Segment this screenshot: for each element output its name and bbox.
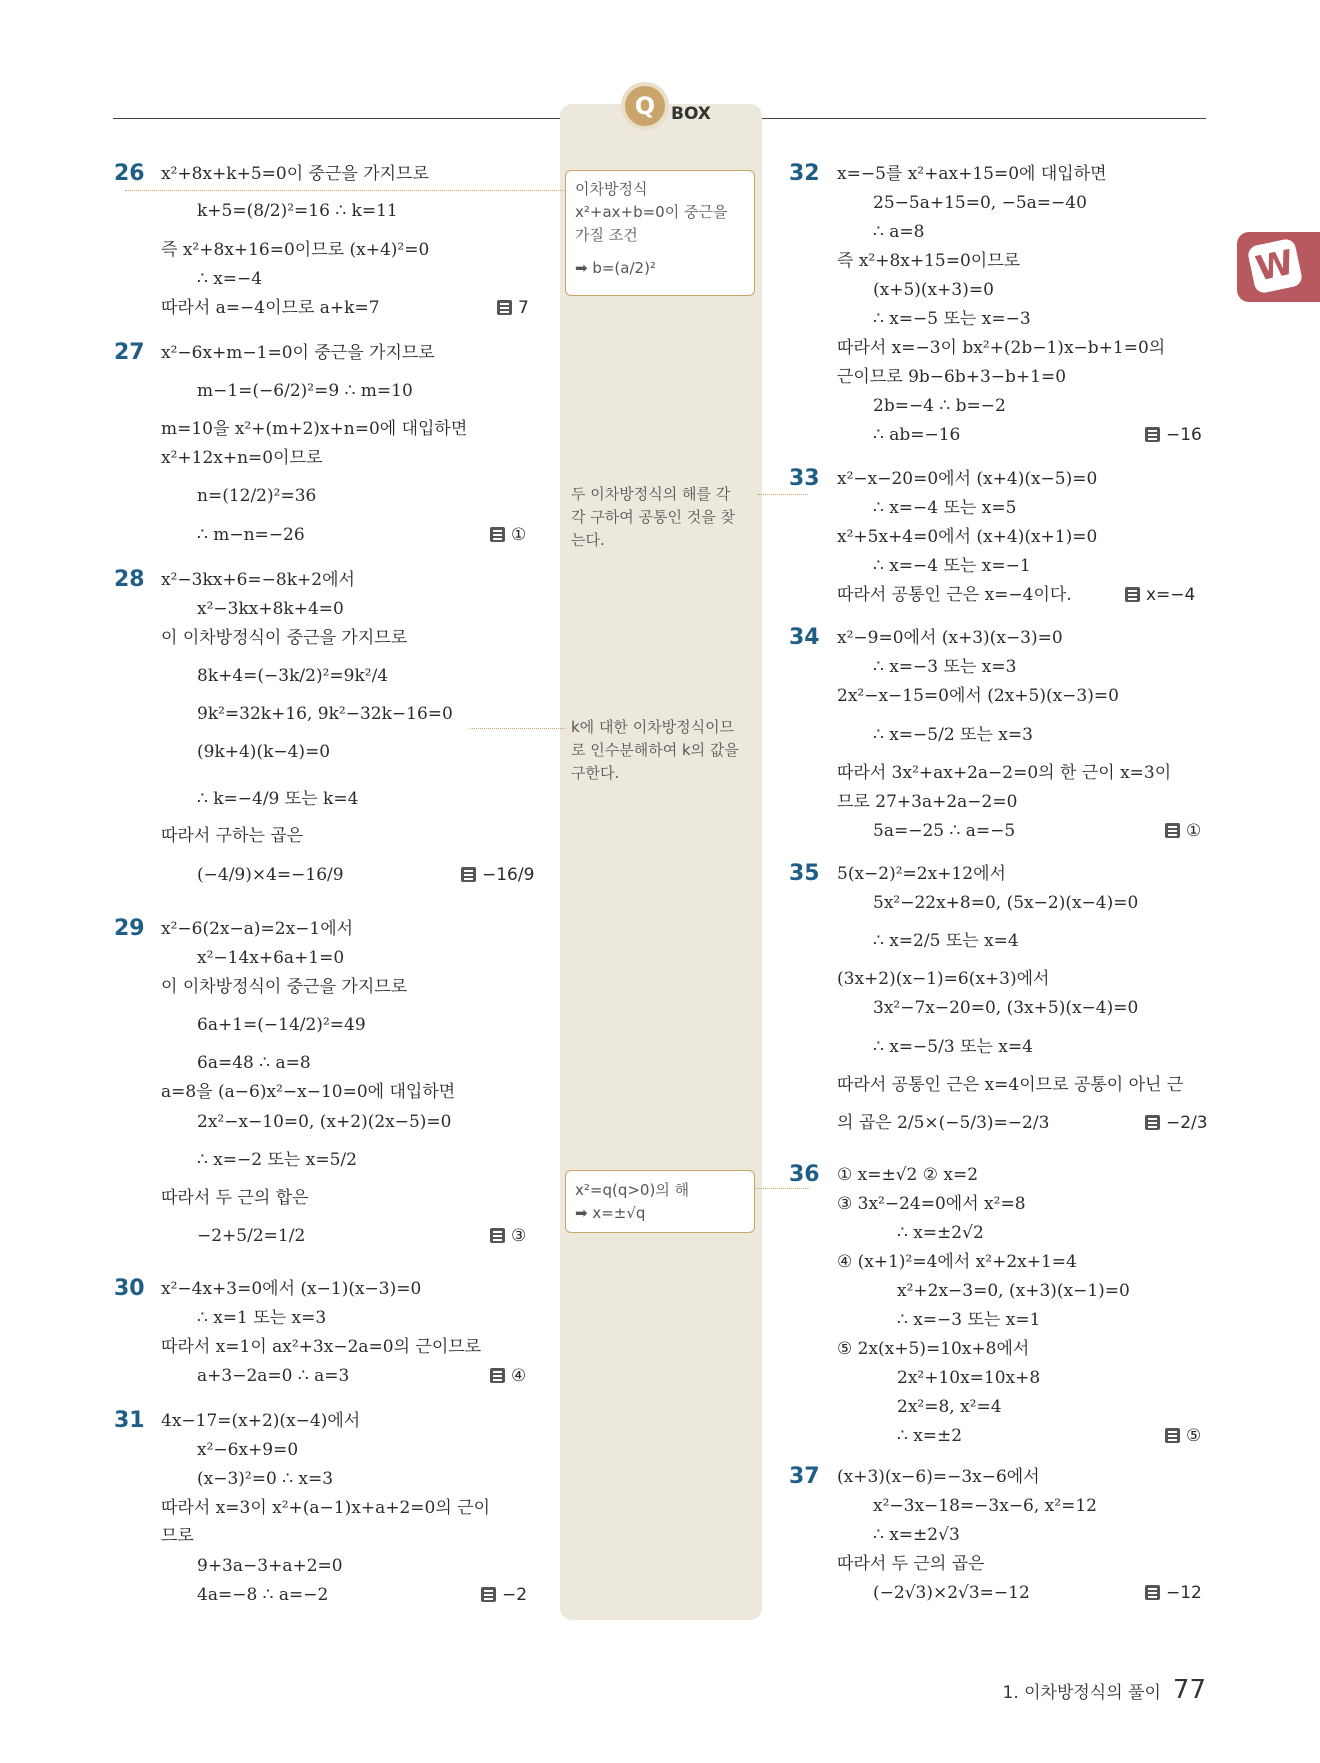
tip-text: 이차방정식 — [575, 180, 648, 198]
solution-line: ∴ x=2/5 또는 x=4 — [873, 931, 1019, 951]
problem-number: 36 — [789, 1162, 820, 1187]
qbox-column — [560, 104, 762, 1620]
solution-line: (−4/9)×4=−16/9 — [197, 865, 344, 885]
solution-line: 3x²−7x−20=0, (3x+5)(x−4)=0 — [873, 998, 1139, 1018]
solution-line: ∴ x=−3 또는 x=1 — [897, 1310, 1041, 1330]
solution-line: (9k+4)(k−4)=0 — [197, 742, 331, 762]
solution-line: 따라서 공통인 근은 x=−4이다. — [837, 585, 1072, 605]
solution-line: ∴ a=8 — [873, 222, 925, 242]
solution-line: x²−6x+9=0 — [197, 1440, 299, 1460]
solution-line: 따라서 a=−4이므로 a+k=7 — [161, 298, 380, 318]
problem-number: 33 — [789, 466, 820, 491]
tip-text: 각 구하여 공통인 것을 찾 — [571, 508, 735, 526]
chapter-title: 1. 이차방정식의 풀이 — [1002, 1683, 1161, 1703]
solution-line: x²−3x−18=−3x−6, x²=12 — [873, 1496, 1097, 1516]
solution-line: ∴ x=−4 — [197, 269, 263, 289]
solution-line: 5a=−25 ∴ a=−5 — [873, 821, 1016, 841]
solution-line: k+5=(8/2)²=16 ∴ k=11 — [197, 201, 398, 221]
answer-icon — [1165, 823, 1180, 838]
solution-line: ∴ m−n=−26 — [197, 525, 305, 545]
solution-line: x²+5x+4=0에서 (x+4)(x+1)=0 — [837, 527, 1098, 547]
qbox-label: BOX — [671, 104, 711, 124]
answer-icon — [461, 867, 476, 882]
solution-line: ③ 3x²−24=0에서 x²=8 — [837, 1194, 1026, 1214]
solution-line: x²−3kx+6=−8k+2에서 — [161, 570, 355, 590]
solution-line: 따라서 두 근의 곱은 — [837, 1554, 985, 1574]
tip-text: ➡ b=(a/2)² — [575, 259, 656, 277]
solution-line: 8k+4=(−3k/2)²=9k²/4 — [197, 666, 389, 686]
answer: 7 — [497, 298, 529, 318]
problem-number: 27 — [114, 340, 145, 365]
leader-line — [470, 728, 565, 729]
solution-line: 즉 x²+8x+15=0이므로 — [837, 251, 1021, 271]
tip-text: 로 인수분해하여 k의 값을 — [571, 741, 739, 759]
solution-line: ∴ x=−2 또는 x=5/2 — [197, 1150, 357, 1170]
answer-icon — [497, 300, 512, 315]
solution-line: ∴ k=−4/9 또는 k=4 — [197, 789, 359, 809]
solution-line: x²−x−20=0에서 (x+4)(x−5)=0 — [837, 469, 1098, 489]
solution-line: 6a+1=(−14/2)²=49 — [197, 1015, 366, 1035]
solution-line: ∴ x=±2√3 — [873, 1525, 960, 1545]
solution-line: 5x²−22x+8=0, (5x−2)(x−4)=0 — [873, 893, 1139, 913]
answer: −2/3 — [1145, 1113, 1208, 1133]
solution-line: 따라서 x=−3이 bx²+(2b−1)x−b+1=0의 — [837, 338, 1166, 358]
solution-line: x²−4x+3=0에서 (x−1)(x−3)=0 — [161, 1279, 422, 1299]
tip-text: x²+ax+b=0이 중근을 — [575, 203, 728, 221]
solution-line: m=10을 x²+(m+2)x+n=0에 대입하면 — [161, 419, 468, 439]
solution-line: 따라서 구하는 곱은 — [161, 826, 304, 846]
answer: ① — [490, 525, 526, 545]
solution-line: 따라서 두 근의 합은 — [161, 1188, 309, 1208]
solution-line: ① x=±√2 ② x=2 — [837, 1165, 979, 1185]
answer: ④ — [490, 1366, 526, 1386]
problem-number: 34 — [789, 625, 820, 650]
solution-line: x²−9=0에서 (x+3)(x−3)=0 — [837, 628, 1063, 648]
problem-number: 31 — [114, 1408, 145, 1433]
solution-line: 25−5a+15=0, −5a=−40 — [873, 193, 1087, 213]
solution-line: −2+5/2=1/2 — [197, 1226, 306, 1246]
solution-line: ∴ x=1 또는 x=3 — [197, 1308, 327, 1328]
tip-text: 는다. — [571, 531, 605, 549]
problem-number: 29 — [114, 916, 145, 941]
solution-line: ∴ x=−4 또는 x=5 — [873, 498, 1017, 518]
w-logo-icon: W — [1247, 238, 1304, 295]
side-tab — [1237, 232, 1320, 302]
solution-line: n=(12/2)²=36 — [197, 486, 317, 506]
tip-text: 가질 조건 — [575, 226, 638, 244]
solution-line: 6a=48 ∴ a=8 — [197, 1053, 311, 1073]
answer-icon — [490, 1228, 505, 1243]
solution-line: ∴ ab=−16 — [873, 425, 961, 445]
solution-line: ∴ x=−5/3 또는 x=4 — [873, 1037, 1033, 1057]
solution-line: 따라서 x=3이 x²+(a−1)x+a+2=0의 근이 — [161, 1498, 491, 1518]
solution-line: ∴ x=−4 또는 x=−1 — [873, 556, 1031, 576]
answer-icon — [1145, 1115, 1160, 1130]
answer: ⑤ — [1165, 1426, 1201, 1446]
solution-line: ∴ x=−5/2 또는 x=3 — [873, 725, 1033, 745]
solution-line: 근이므로 9b−6b+3−b+1=0 — [837, 367, 1067, 387]
problem-number: 26 — [114, 161, 145, 186]
tip-text: 두 이차방정식의 해를 각 — [571, 485, 731, 503]
answer: ① — [1165, 821, 1201, 841]
page-number: 77 — [1172, 1675, 1206, 1705]
answer: −16/9 — [461, 865, 534, 885]
leader-line — [755, 1188, 810, 1189]
tip-text: 구한다. — [571, 764, 620, 782]
solution-line: 2b=−4 ∴ b=−2 — [873, 396, 1006, 416]
solution-line: 2x²−x−10=0, (x+2)(2x−5)=0 — [197, 1112, 452, 1132]
solution-line: 므로 27+3a+2a−2=0 — [837, 792, 1018, 812]
problem-number: 37 — [789, 1464, 820, 1489]
solution-line: ④ (x+1)²=4에서 x²+2x+1=4 — [837, 1252, 1077, 1272]
answer-icon — [481, 1587, 496, 1602]
answer-icon — [1145, 1585, 1160, 1600]
problem-number: 32 — [789, 161, 820, 186]
solution-line: (3x+2)(x−1)=6(x+3)에서 — [837, 969, 1050, 989]
q-badge-icon: Q — [621, 82, 669, 130]
leader-line — [758, 494, 808, 495]
solution-line: (x+3)(x−6)=−3x−6에서 — [837, 1467, 1040, 1487]
solution-line: ∴ x=−3 또는 x=3 — [873, 657, 1017, 677]
solution-line: ∴ x=±2√2 — [897, 1223, 984, 1243]
solution-line: x=−5를 x²+ax+15=0에 대입하면 — [837, 164, 1107, 184]
problem-number: 35 — [789, 861, 820, 886]
answer: −16 — [1145, 425, 1202, 445]
solution-line: x²+12x+n=0이므로 — [161, 448, 323, 468]
answer: ③ — [490, 1226, 526, 1246]
solution-line: 따라서 3x²+ax+2a−2=0의 한 근이 x=3이 — [837, 763, 1172, 783]
leader-line — [125, 190, 565, 191]
solution-line: ∴ x=±2 — [897, 1426, 963, 1446]
solution-line: 9+3a−3+a+2=0 — [197, 1556, 343, 1576]
solution-line: ∴ x=−5 또는 x=−3 — [873, 309, 1031, 329]
solution-line: 4x−17=(x+2)(x−4)에서 — [161, 1411, 361, 1431]
answer-icon — [490, 527, 505, 542]
answer-icon — [1125, 587, 1140, 602]
solution-line: (x−3)²=0 ∴ x=3 — [197, 1469, 334, 1489]
solution-line: x²−3kx+8k+4=0 — [197, 599, 344, 619]
problem-number: 30 — [114, 1276, 145, 1301]
solution-line: m−1=(−6/2)²=9 ∴ m=10 — [197, 381, 413, 401]
solution-line: 따라서 공통인 근은 x=4이므로 공통이 아닌 근 — [837, 1075, 1184, 1095]
solution-line: x²+2x−3=0, (x+3)(x−1)=0 — [897, 1281, 1130, 1301]
solution-line: (x+5)(x+3)=0 — [873, 280, 994, 300]
answer: x=−4 — [1125, 585, 1195, 605]
solution-line: 의 곱은 2/5×(−5/3)=−2/3 — [837, 1113, 1050, 1133]
solution-line: 즉 x²+8x+16=0이므로 (x+4)²=0 — [161, 240, 430, 260]
tip-text: ➡ x=±√q — [575, 1204, 646, 1222]
solution-line: 4a=−8 ∴ a=−2 — [197, 1585, 329, 1605]
tip-text: k에 대한 이차방정식이므 — [571, 718, 735, 736]
solution-line: 2x²−x−15=0에서 (2x+5)(x−3)=0 — [837, 686, 1119, 706]
solution-line: (−2√3)×2√3=−12 — [873, 1583, 1030, 1603]
solution-line: a=8을 (a−6)x²−x−10=0에 대입하면 — [161, 1082, 456, 1102]
solution-line: 따라서 x=1이 ax²+3x−2a=0의 근이므로 — [161, 1337, 482, 1357]
answer-icon — [1145, 427, 1160, 442]
answer: −12 — [1145, 1583, 1202, 1603]
solution-line: x²−6x+m−1=0이 중근을 가지므로 — [161, 343, 435, 363]
solution-line: 9k²=32k+16, 9k²−32k−16=0 — [197, 704, 453, 724]
solution-line: 2x²+10x=10x+8 — [897, 1368, 1041, 1388]
solution-line: 5(x−2)²=2x+12에서 — [837, 864, 1006, 884]
answer-icon — [490, 1368, 505, 1383]
solution-line: 므로 — [161, 1526, 194, 1546]
problem-number: 28 — [114, 567, 145, 592]
solution-line: a+3−2a=0 ∴ a=3 — [197, 1366, 350, 1386]
solution-line: 2x²=8, x²=4 — [897, 1397, 1002, 1417]
solution-line: 이 이차방정식이 중근을 가지므로 — [161, 628, 408, 648]
solution-line: 이 이차방정식이 중근을 가지므로 — [161, 977, 408, 997]
solution-line: x²+8x+k+5=0이 중근을 가지므로 — [161, 164, 429, 184]
answer-icon — [1165, 1428, 1180, 1443]
page-footer — [1003, 1675, 1207, 1705]
solution-line: x²−14x+6a+1=0 — [197, 948, 345, 968]
tip-text: x²=q(q>0)의 해 — [575, 1181, 690, 1199]
solution-line: x²−6(2x−a)=2x−1에서 — [161, 919, 354, 939]
solution-line: ⑤ 2x(x+5)=10x+8에서 — [837, 1339, 1030, 1359]
answer: −2 — [481, 1585, 527, 1605]
